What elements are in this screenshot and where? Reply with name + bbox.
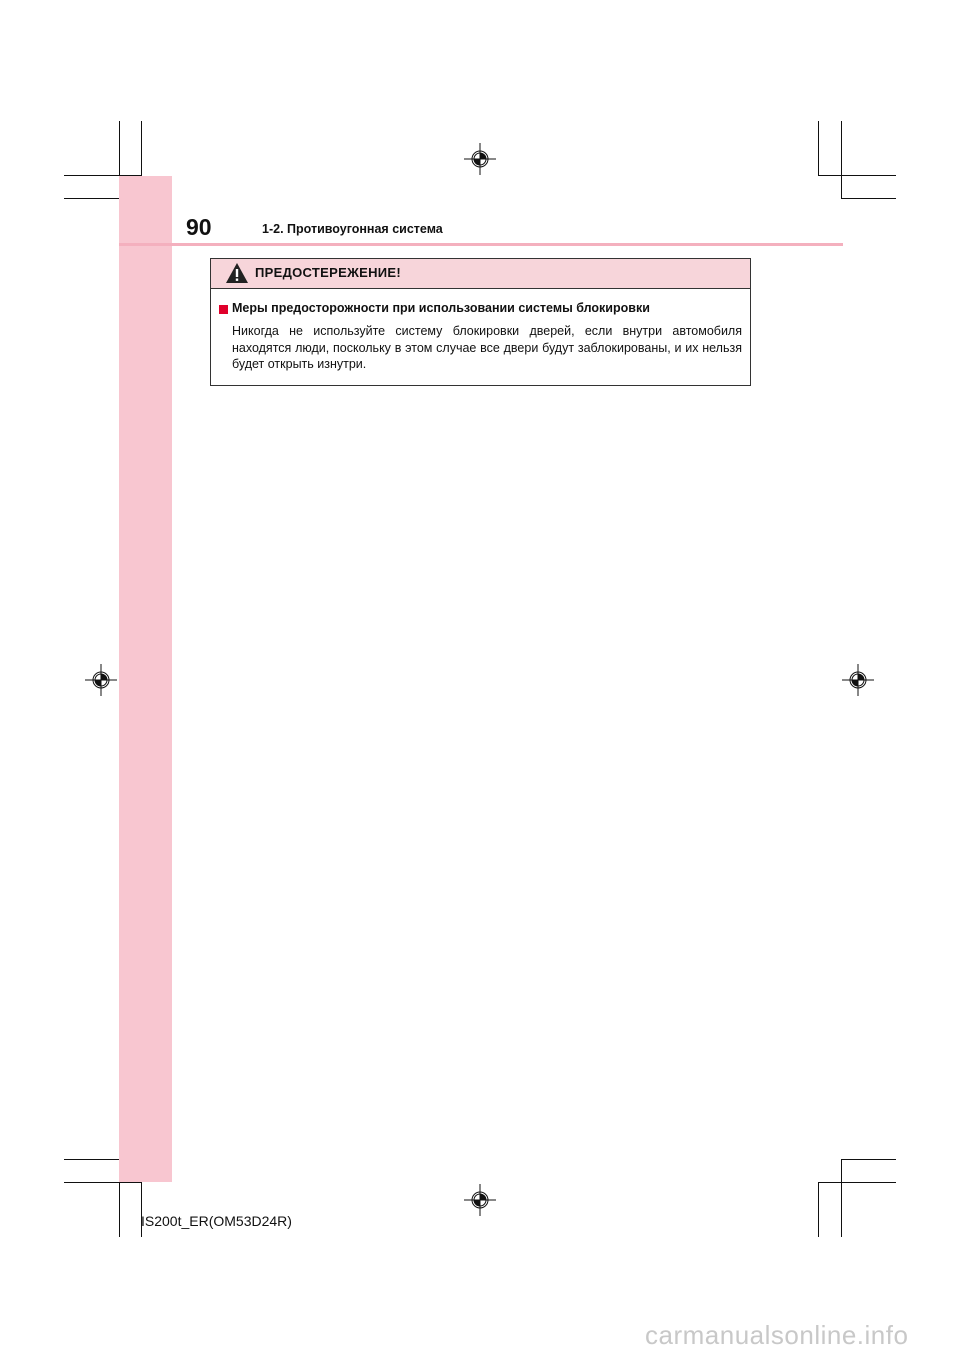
warning-header <box>211 259 750 289</box>
crop-mark <box>818 175 896 176</box>
crop-mark <box>818 1182 896 1183</box>
crop-mark <box>841 121 842 199</box>
crop-mark <box>64 198 120 199</box>
crop-mark <box>841 1159 842 1237</box>
warning-box <box>210 258 751 386</box>
registration-mark-icon <box>85 664 117 696</box>
crop-mark <box>841 1159 896 1160</box>
crop-mark <box>64 1159 120 1160</box>
document-code: IS200t_ER(OM53D24R) <box>141 1213 292 1229</box>
warning-triangle-icon <box>225 262 249 284</box>
page-number: 90 <box>186 214 212 240</box>
header-rule <box>119 243 843 246</box>
warning-body: Никогда не используйте систему блокировки дверей, если внутри автомобиля находятся люди, поскольку в этом случае все двери будут заблокированы, и их нельзя будет открыть изнутри. <box>232 324 742 371</box>
warning-heading: Меры предосторожности при использовании системы блокировки <box>232 301 650 315</box>
registration-mark-icon <box>464 143 496 175</box>
side-band <box>119 176 172 1182</box>
registration-mark-icon <box>464 1184 496 1216</box>
crop-mark <box>141 121 142 175</box>
crop-mark <box>64 1182 142 1183</box>
registration-mark-icon <box>842 664 874 696</box>
section-title: 1-2. Противоугонная система <box>262 222 443 236</box>
warning-title: ПРЕДОСТЕРЕЖЕНИЕ! <box>255 265 402 280</box>
watermark: carmanualsonline.info <box>645 1320 909 1350</box>
crop-mark <box>818 1182 819 1237</box>
crop-mark <box>841 198 896 199</box>
crop-mark <box>818 121 819 175</box>
bullet-square-icon <box>219 305 228 314</box>
